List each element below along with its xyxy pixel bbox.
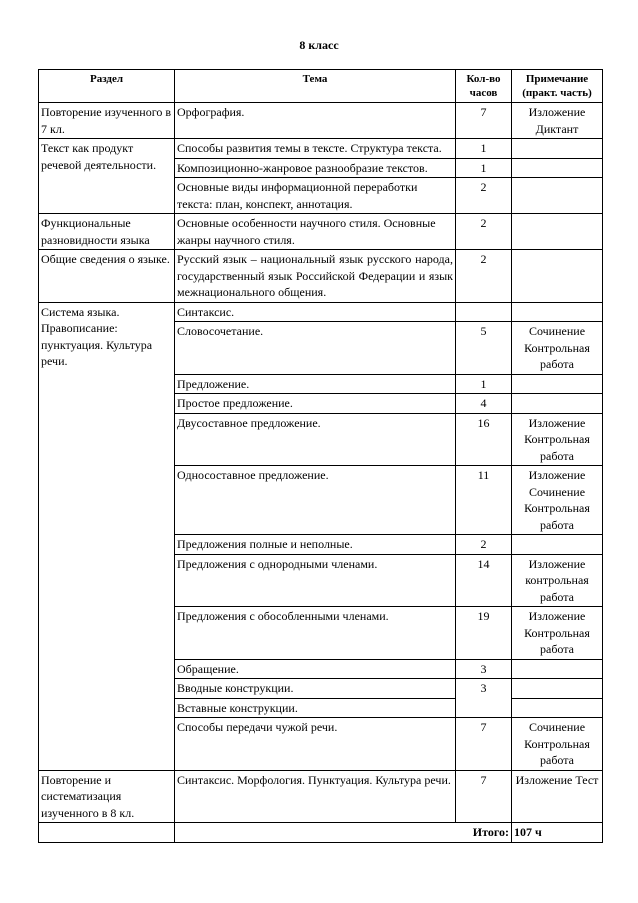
total-spacer — [39, 823, 175, 843]
hours-cell: 2 — [456, 178, 512, 214]
topic-cell: Основные особенности научного стиля. Основные жанры научного стиля. — [175, 214, 456, 250]
hours-cell: 7 — [456, 770, 512, 823]
hours-cell: 7 — [456, 103, 512, 139]
topic-cell: Вводные конструкции. — [175, 679, 456, 699]
note-cell: Изложение Диктант — [512, 103, 603, 139]
topic-cell: Композиционно-жанровое разнообразие текстов. — [175, 158, 456, 178]
note-cell — [512, 158, 603, 178]
header-hours: Кол-во часов — [456, 70, 512, 103]
note-cell — [512, 659, 603, 679]
note-cell — [512, 698, 603, 718]
hours-cell: 5 — [456, 322, 512, 375]
note-cell — [512, 178, 603, 214]
topic-cell: Основные виды информационной переработки текста: план, конспект, аннотация. — [175, 178, 456, 214]
table-row — [39, 302, 603, 322]
total-row — [39, 823, 603, 843]
topic-cell: Предложения полные и неполные. — [175, 535, 456, 555]
table-row — [39, 214, 603, 250]
section-cell: Общие сведения о языке. — [39, 250, 175, 303]
hours-cell: 7 — [456, 718, 512, 771]
hours-cell: 11 — [456, 466, 512, 535]
note-cell — [512, 302, 603, 322]
topic-cell: Синтаксис. Морфология. Пунктуация. Культура речи. — [175, 770, 456, 823]
hours-cell — [456, 302, 512, 322]
note-cell: Изложение Сочинение Контрольная работа — [512, 466, 603, 535]
table-row — [39, 103, 603, 139]
table-header-row — [39, 70, 603, 103]
hours-cell: 1 — [456, 374, 512, 394]
topic-cell: Предложения с обособленными членами. — [175, 607, 456, 660]
topic-cell: Простое предложение. — [175, 394, 456, 414]
curriculum-table — [38, 69, 603, 843]
note-cell: Изложение Контрольная работа — [512, 413, 603, 466]
section-cell: Повторение изученного в 7 кл. — [39, 103, 175, 139]
note-cell: Изложение Контрольная работа — [512, 607, 603, 660]
topic-cell: Способы передачи чужой речи. — [175, 718, 456, 771]
topic-cell: Синтаксис. — [175, 302, 456, 322]
topic-cell: Вставные конструкции. — [175, 698, 456, 718]
note-cell — [512, 139, 603, 159]
hours-cell: 14 — [456, 554, 512, 607]
topic-cell: Обращение. — [175, 659, 456, 679]
header-note: Примечание (практ. часть) — [512, 70, 603, 103]
section-cell: Система языка. Правописание: пунктуация. Культура речи. — [39, 302, 175, 770]
topic-cell: Предложения с однородными членами. — [175, 554, 456, 607]
topic-cell: Способы развития темы в тексте. Структура текста. — [175, 139, 456, 159]
total-label: Итого: — [175, 823, 512, 843]
note-cell — [512, 250, 603, 303]
note-cell — [512, 374, 603, 394]
hours-cell: 19 — [456, 607, 512, 660]
page-title: 8 класс — [299, 38, 339, 52]
topic-cell: Словосочетание. — [175, 322, 456, 375]
hours-cell: 2 — [456, 250, 512, 303]
hours-cell: 3 — [456, 659, 512, 679]
note-cell: Сочинение Контрольная работа — [512, 718, 603, 771]
note-cell — [512, 214, 603, 250]
topic-cell: Русский язык – национальный язык русского народа, государственный язык Российской Федерации и язык межнационального общения. — [175, 250, 456, 303]
table-row — [39, 770, 603, 823]
hours-cell: 2 — [456, 535, 512, 555]
topic-cell: Предложение. — [175, 374, 456, 394]
hours-cell: 3 — [456, 679, 512, 718]
topic-cell: Односоставное предложение. — [175, 466, 456, 535]
total-value: 107 ч — [512, 823, 603, 843]
hours-cell: 1 — [456, 139, 512, 159]
table-row — [39, 139, 603, 159]
hours-cell: 2 — [456, 214, 512, 250]
header-section: Раздел — [39, 70, 175, 103]
hours-cell: 16 — [456, 413, 512, 466]
note-cell: Сочинение Контрольная работа — [512, 322, 603, 375]
note-cell: Изложение Тест — [512, 770, 603, 823]
section-cell: Текст как продукт речевой деятельности. — [39, 139, 175, 214]
header-topic: Тема — [175, 70, 456, 103]
section-cell: Функциональные разновидности языка — [39, 214, 175, 250]
topic-cell: Двусоставное предложение. — [175, 413, 456, 466]
section-cell: Повторение и систематизация изученного в 8 кл. — [39, 770, 175, 823]
hours-cell: 1 — [456, 158, 512, 178]
note-cell: Изложение контрольная работа — [512, 554, 603, 607]
note-cell — [512, 679, 603, 699]
topic-cell: Орфография. — [175, 103, 456, 139]
table-row — [39, 250, 603, 303]
hours-cell: 4 — [456, 394, 512, 414]
note-cell — [512, 535, 603, 555]
note-cell — [512, 394, 603, 414]
